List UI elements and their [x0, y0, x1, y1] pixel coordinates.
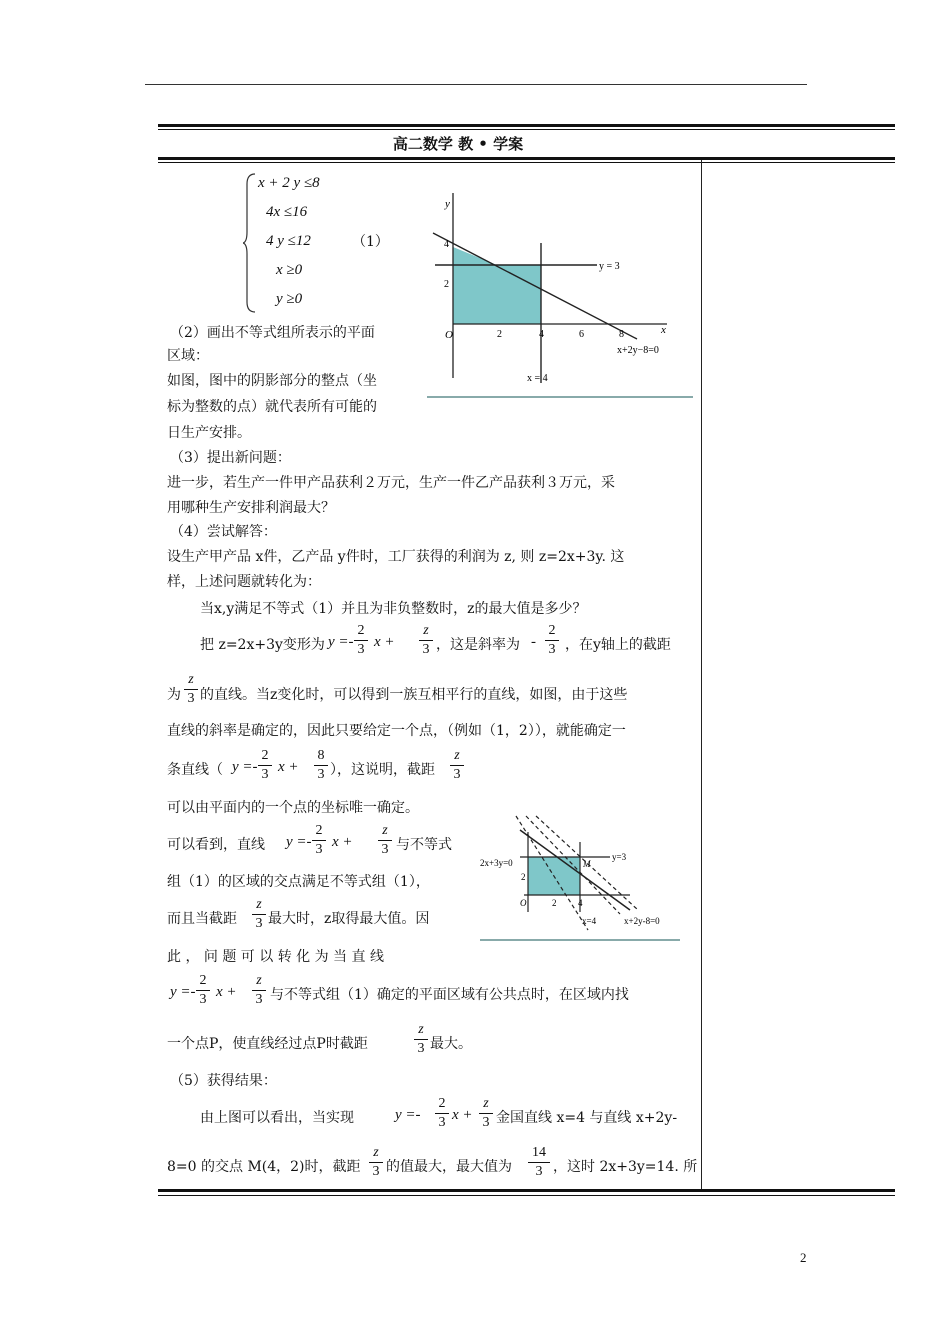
ineq-3: 4 y ≤12	[266, 233, 311, 249]
see-g: 与不等式组（1）确定的平面区域有公共点时，在区域内找	[270, 987, 629, 1003]
fraction-14-3: 14 3	[528, 1145, 550, 1180]
math-x-plus: x +	[332, 834, 353, 850]
transform-a: 把 z=2x+3y变形为	[200, 637, 325, 653]
see-h: 一个点P，使直线经过点P时截距	[167, 1036, 368, 1052]
see-e: 最大时，z取得最大值。因	[268, 911, 430, 927]
figure-feasible-region	[427, 183, 693, 400]
fig2-label-left: 2x+3y=0	[480, 858, 513, 868]
line-e: ），这说明，截距	[330, 762, 435, 778]
fig1-x-tick: 8	[619, 329, 624, 340]
fraction-z-3: z 3	[450, 748, 464, 783]
table-top-border-thin	[158, 129, 895, 130]
line-f: 可以由平面内的一个点的坐标唯一确定。	[167, 800, 419, 816]
fig1-label-line: x+2y−8=0	[617, 345, 659, 356]
fraction-z-3: z 3	[369, 1145, 383, 1180]
step2-body-c: 日生产安排。	[167, 425, 251, 441]
fig2-label-y3: y=3	[612, 852, 627, 862]
ineq-5: y ≥0	[276, 291, 303, 307]
step5-title: （5）获得结果：	[170, 1073, 277, 1089]
transform-b: ，这是斜率为	[436, 637, 520, 653]
step4-body-b: 样，上述问题就转化为：	[167, 574, 321, 590]
fraction-z-3: z 3	[414, 1022, 428, 1057]
fig1-x-tick: 4	[539, 329, 544, 340]
step2-body-b: 标为整数的点）就代表所有可能的	[167, 399, 377, 415]
see-f: 此 ， 问 题 可 以 转 化 为 当 直 线	[167, 949, 384, 965]
table-bottom-border-thin	[158, 1195, 895, 1196]
step5-body-c: 8=0 的交点 M(4，2)时，截距	[167, 1159, 361, 1175]
see-a: 可以看到，直线	[167, 837, 265, 853]
math-y-eq: y =-	[328, 634, 354, 650]
fig1-y-axis-label: y	[445, 198, 450, 210]
math-x-plus: x +	[278, 759, 299, 775]
fig2-origin: O	[520, 898, 527, 908]
fig1-x-tick: 6	[579, 329, 584, 340]
fraction-8-3: 8 3	[314, 748, 328, 783]
fig2-label-M: M	[583, 859, 591, 869]
line-d: 条直线（	[167, 762, 223, 778]
see-i: 最大。	[430, 1036, 472, 1052]
math-x-plus: x +	[452, 1107, 473, 1123]
fraction-z-3: z 3	[184, 672, 198, 707]
table-bottom-border	[158, 1189, 895, 1192]
line-c: 直线的斜率是确定的，因此只要给定一个点，（例如（1，2）），就能确定一	[167, 723, 626, 739]
math-y-eq: y =-	[170, 984, 196, 1000]
step5-body-e: ，这时 2x+3y=14. 所	[553, 1159, 698, 1175]
fraction-z-3: z 3	[378, 823, 392, 858]
system-label: （1）	[352, 234, 389, 250]
see-d: 而且当截距	[167, 911, 237, 927]
fraction-2-3: 2 3	[354, 623, 368, 658]
fraction-2-3: 2 3	[435, 1096, 449, 1131]
fig1-label-y3: y = 3	[599, 261, 620, 272]
ineq-1: x + 2 y ≤8	[258, 175, 320, 191]
step2-title-b: 区域：	[167, 348, 209, 364]
math-x-plus: x +	[374, 634, 395, 650]
fig1-x-axis-label: x	[661, 324, 666, 336]
ineq-2: 4x ≤16	[266, 204, 308, 220]
fraction-2-3: 2 3	[312, 823, 326, 858]
figure-parallel-lines	[480, 812, 680, 942]
step5-body-a: 由上图可以看出，当实现	[200, 1110, 354, 1126]
fig2-y-tick: 2	[521, 872, 526, 882]
step5-body-b: 金国直线 x=4 与直线 x+2y-	[496, 1110, 678, 1126]
step2-body-a: 如图，图中的阴影部分的整点（坐	[167, 373, 377, 389]
header-title: 高二数学 教 • 学案	[392, 135, 524, 153]
fraction-2-3: 2 3	[196, 973, 210, 1008]
fig1-label-x4: x = 4	[527, 373, 548, 384]
step3-body-b: 用哪种生产安排利润最大？	[167, 500, 335, 516]
table-top-border	[158, 124, 895, 127]
fig2-label-x4: x=4	[582, 916, 597, 926]
step3-body-a: 进一步，若生产一件甲产品获利２万元，生产一件乙产品获利３万元，采	[167, 475, 615, 491]
math-y-eq: y =-	[395, 1107, 421, 1123]
math-minus: -	[531, 634, 536, 650]
step2-title-a: （2）画出不等式组所表示的平面	[170, 325, 375, 341]
fig2-x-tick: 4	[578, 898, 583, 908]
see-b: 与不等式	[396, 837, 452, 853]
step5-body-d: 的值最大，最大值为	[386, 1159, 512, 1175]
fig1-origin: O	[445, 329, 453, 341]
system-brace	[243, 172, 257, 314]
fig2-x-tick: 2	[552, 898, 557, 908]
math-y-eq: y =-	[286, 834, 312, 850]
ineq-4: x ≥0	[276, 262, 303, 278]
see-c: 组（1）的区域的交点满足不等式组（1），	[167, 874, 430, 890]
fraction-z-3: z 3	[479, 1096, 493, 1131]
fig2-label-line: x+2y-8=0	[624, 916, 660, 926]
fraction-2-3: 2 3	[258, 748, 272, 783]
fig1-x-tick: 2	[497, 329, 502, 340]
table-column-divider	[701, 160, 702, 1190]
fraction-z-3: z 3	[419, 623, 433, 658]
table-header-border	[158, 157, 895, 160]
math-y-eq: y =-	[232, 759, 258, 775]
step3-title: （3）提出新问题：	[170, 450, 291, 466]
page-number: 2	[800, 1250, 807, 1265]
fig1-y-tick: 4	[444, 239, 449, 250]
table-header-border-thin	[158, 162, 895, 163]
fraction-z-3: z 3	[252, 897, 266, 932]
line-a: 为	[167, 687, 181, 703]
math-x-plus: x +	[216, 984, 237, 1000]
fraction-z-3: z 3	[252, 973, 266, 1008]
step4-title: （4）尝试解答：	[170, 524, 277, 540]
fig1-y-tick: 2	[444, 279, 449, 290]
transform-c: ，在y轴上的截距	[565, 637, 671, 653]
page-header-rule	[145, 84, 807, 85]
fraction-2-3: 2 3	[545, 623, 559, 658]
step4-body-c: 当x,y满足不等式（1）并且为非负整数时，z的最大值是多少？	[200, 601, 587, 617]
feasible-region	[453, 265, 541, 324]
line-b: 的直线。当z变化时，可以得到一族互相平行的直线，如图，由于这些	[200, 687, 628, 703]
step4-body-a: 设生产甲产品 x件，乙产品 y件时，工厂获得的利润为 z, 则 z=2x+3y. 这	[167, 549, 625, 565]
